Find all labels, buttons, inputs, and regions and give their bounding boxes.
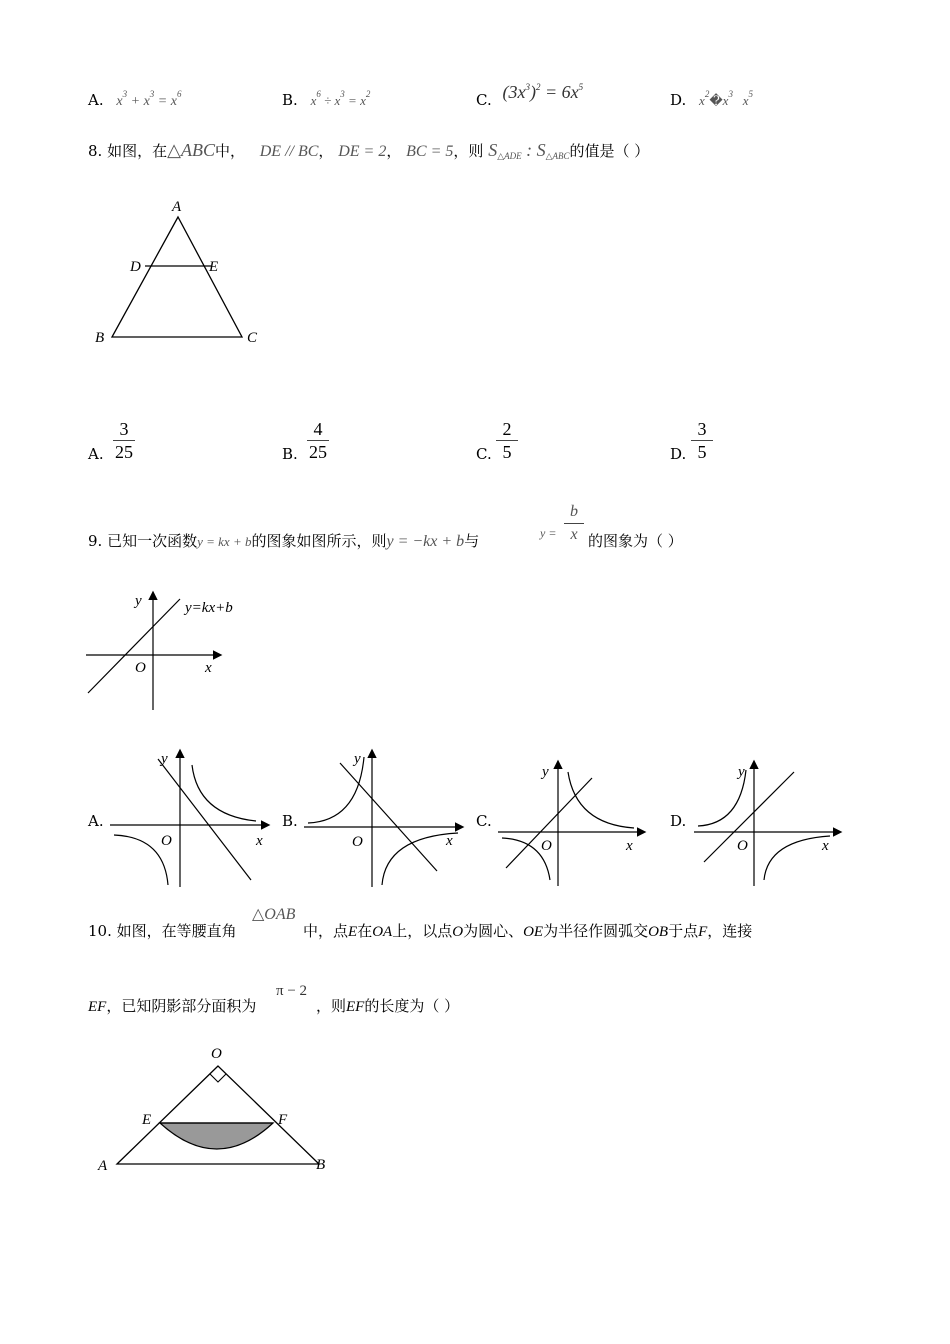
q10-label-a: A xyxy=(98,1158,108,1174)
q9-option-b-graph xyxy=(300,745,470,890)
q10-right-angle-mark xyxy=(210,1074,226,1082)
q9-main-x-label: x xyxy=(205,660,212,676)
q9-c-hyperbola-q1 xyxy=(568,772,634,828)
q8-triangle-abc xyxy=(112,217,242,337)
q8-label-a: A xyxy=(172,199,182,215)
svg-text:x: x xyxy=(822,838,829,854)
q7-option-a-formula: $x^3 + x^3 = x^6$ xyxy=(116,89,182,109)
q9-a-hyperbola-q1 xyxy=(192,765,256,821)
svg-text:y: y xyxy=(542,764,549,780)
q9-option-a-graph xyxy=(106,745,276,890)
q9-a-line xyxy=(158,759,251,880)
svg-text:x: x xyxy=(446,833,453,849)
q9-stem-tail: 的图象为（ ） xyxy=(588,532,683,550)
q9-main-line-label: y=kx+b xyxy=(185,600,233,616)
q9-d-line xyxy=(704,772,794,862)
q9-option-d-graph xyxy=(690,758,850,888)
svg-text:y: y xyxy=(161,751,168,767)
q7-option-b-formula: $x^6 \div x^3 = x^2$ xyxy=(310,89,371,108)
q9-main-y-label: y xyxy=(135,593,142,609)
q10-label-o: O xyxy=(211,1046,222,1062)
svg-text:x: x xyxy=(626,838,633,854)
q9-d-hyperbola-q4 xyxy=(764,836,830,880)
q10-label-f: F xyxy=(278,1112,288,1128)
q9-option-b[interactable]: B. xyxy=(282,812,298,830)
q10-stem-line2-rest: ，则EF的长度为（ ） xyxy=(316,997,460,1015)
q7-option-a[interactable]: A. $x^3 + x^3 = x^6$ xyxy=(88,89,182,109)
q8-label-c: C xyxy=(247,330,258,346)
q7-option-c-formula: $(3x^3)^2 = 6x^5$ xyxy=(502,82,584,102)
q8-option-d-fraction: 3 5 xyxy=(689,419,715,462)
q9-a-hyperbola-q3 xyxy=(114,835,168,885)
svg-text:O: O xyxy=(541,838,552,854)
q9-c-line xyxy=(506,778,592,868)
svg-text:y: y xyxy=(738,764,745,780)
svg-text:O: O xyxy=(737,838,748,854)
q8-option-a[interactable]: A. xyxy=(88,445,104,463)
q9-main-origin: O xyxy=(135,660,146,676)
svg-text:y: y xyxy=(354,751,361,767)
q8-option-d[interactable]: D. xyxy=(670,445,687,463)
q9-main-graph xyxy=(80,585,270,720)
q8-stem: 8. 如图，在△ABC中， DE // BC， DE = 2， BC = 5，则 $S_{\triangle ADE}$ : $S_{\triangle ABC}$的值是（ ） xyxy=(88,140,650,161)
q10-label-b: B xyxy=(316,1157,326,1173)
q8-option-c[interactable]: C. xyxy=(476,445,492,463)
q8-label-d: D xyxy=(130,259,141,275)
q8-label-b: B xyxy=(95,330,105,346)
q8-option-a-fraction: 3 25 xyxy=(115,419,133,462)
q10-area-value: π − 2 xyxy=(276,983,308,999)
svg-text:O: O xyxy=(161,833,172,849)
q10-label-e: E xyxy=(142,1112,152,1128)
q10-figure xyxy=(90,1040,340,1180)
q9-option-d[interactable]: D. xyxy=(670,812,687,830)
q8-option-b-fraction: 4 25 xyxy=(309,419,327,462)
q9-main-line xyxy=(88,599,180,693)
q8-option-c-fraction: 2 5 xyxy=(494,419,520,462)
q10-stem-line1-rest: 中，点E在OA上，以点O为圆心、OE为半径作圆弧交OB于点F，连接 xyxy=(303,922,753,940)
q10-stem-line1: 10. 如图，在等腰直角 xyxy=(88,922,237,940)
q10-shaded-region xyxy=(160,1123,273,1149)
svg-text:x: x xyxy=(256,833,263,849)
q10-triangle: △OAB xyxy=(252,906,296,923)
q7-option-c[interactable]: C. $(3x^3)^2 = 6x^5$ xyxy=(476,82,584,109)
q9-option-c-graph xyxy=(494,758,654,888)
q9-b-line xyxy=(340,763,437,871)
q8-option-b[interactable]: B. xyxy=(282,445,298,463)
q9-option-c[interactable]: C. xyxy=(476,812,492,830)
q7-option-d-formula: $x^2�x^3$ $x^5$ xyxy=(699,89,753,108)
q10-stem-line2: EF，已知阴影部分面积为 xyxy=(88,997,257,1015)
q9-stem: 9. 已知一次函数y = kx + b的图象如图所示，则y = −kx + b与 xyxy=(88,532,480,550)
q9-f3-fraction: b x xyxy=(562,502,586,545)
q9-option-a[interactable]: A. xyxy=(88,812,104,830)
q7-option-b[interactable]: B. $x^6 \div x^3 = x^2$ xyxy=(282,89,371,109)
q8-label-e: E xyxy=(209,259,219,275)
q9-f3-lhs: y = xyxy=(540,526,557,540)
svg-text:O: O xyxy=(352,834,363,850)
q7-option-d[interactable]: D. $x^2�x^3$ $x^5$ xyxy=(670,89,753,109)
q8-figure xyxy=(85,190,285,350)
